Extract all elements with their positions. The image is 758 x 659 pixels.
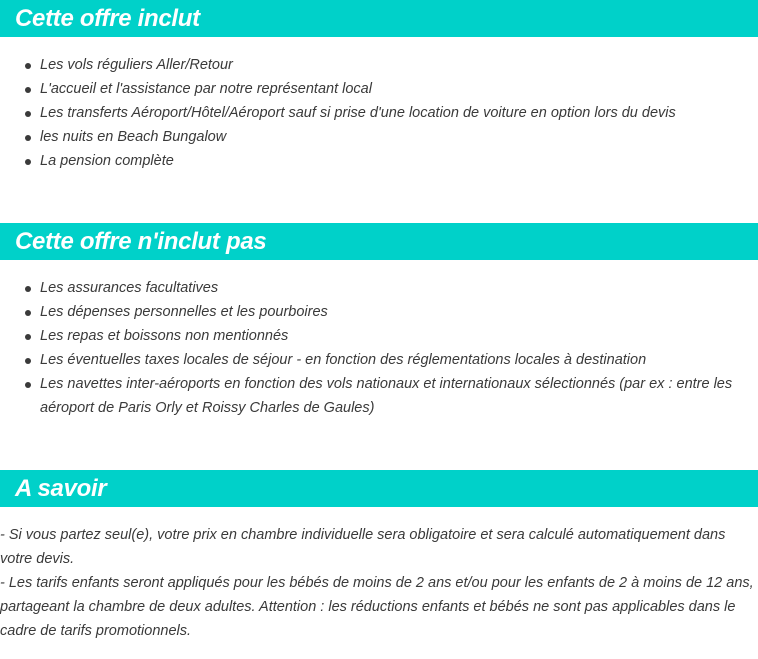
list-item: La pension complète bbox=[0, 149, 740, 173]
included-list bbox=[0, 53, 740, 173]
section-header-a-savoir: A savoir bbox=[0, 470, 758, 507]
section-header-not-included: Cette offre n'inclut pas bbox=[0, 223, 758, 260]
section-header-included: Cette offre inclut bbox=[0, 0, 758, 37]
list-item: Les dépenses personnelles et les pourboires bbox=[0, 300, 740, 324]
info-paragraph-single-room: - Si vous partez seul(e), votre prix en chambre individuelle sera obligatoire et sera calculé automatiquement dans votre devis. bbox=[0, 527, 726, 567]
list-item: les nuits en Beach Bungalow bbox=[0, 125, 740, 149]
not-included-list bbox=[0, 276, 740, 420]
list-item: Les éventuelles taxes locales de séjour - en fonction des réglementations locales à destination bbox=[0, 348, 740, 372]
list-item: Les repas et boissons non mentionnés bbox=[0, 324, 740, 348]
list-item: Les assurances facultatives bbox=[0, 276, 740, 300]
list-item: Les transferts Aéroport/Hôtel/Aéroport sauf si prise d'une location de voiture en option lors du devis bbox=[0, 101, 740, 125]
list-item: Les navettes inter-aéroports en fonction des vols nationaux et internationaux sélectionnés (par ex : entre les aéroport de Paris Orly et Roissy Charles de Gaules) bbox=[0, 372, 740, 420]
info-paragraph-children-rates: - Les tarifs enfants seront appliqués pour les bébés de moins de 2 ans et/ou pour les enfants de 2 à moins de 12 ans, partageant la chambre de deux adultes. Attention : les réductions enfants et bébés ne sont pas applicables dans le cadre de tarifs promotionnels. bbox=[0, 575, 754, 639]
list-item: L'accueil et l'assistance par notre représentant local bbox=[0, 77, 740, 101]
list-item: Les vols réguliers Aller/Retour bbox=[0, 53, 740, 77]
